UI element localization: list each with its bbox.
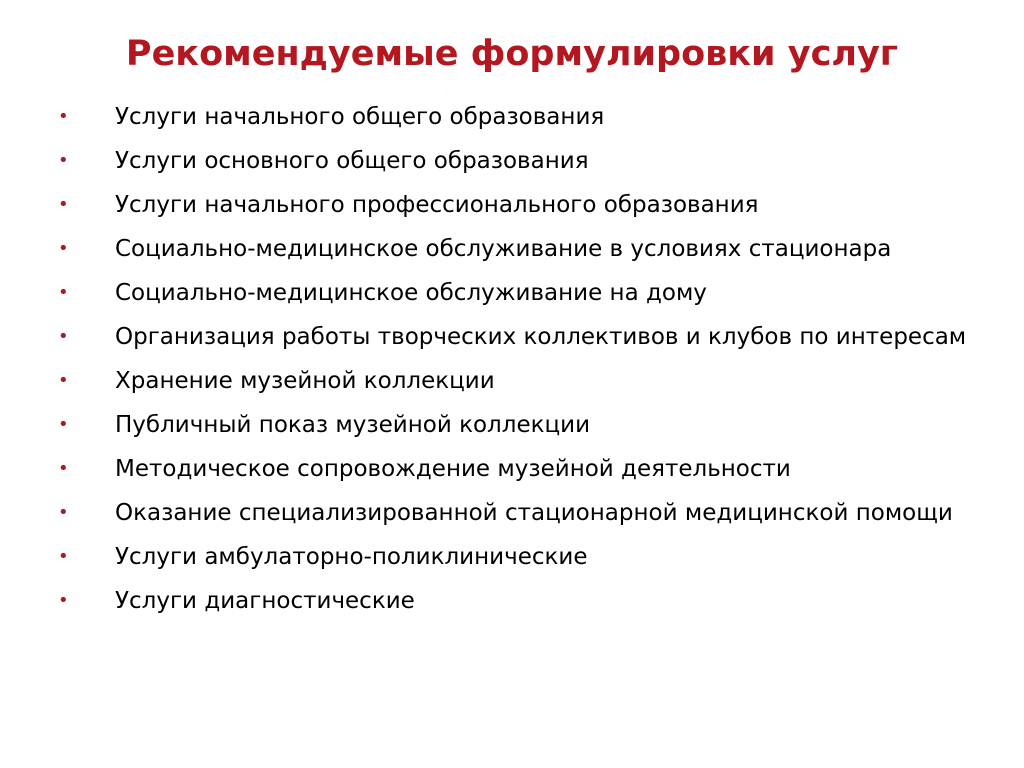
bullet-dot-icon: • [58,502,69,523]
bullet-text: Методическое сопровождение музейной деятельности [115,456,791,482]
bullet-text: Социально-медицинское обслуживание в условиях стационара [115,236,892,262]
bullet-item [58,364,1008,398]
bullet-item [58,188,1008,222]
bullet-item [58,408,1008,442]
bullet-text: Организация работы творческих коллективов и клубов по интересам [115,324,967,350]
bullet-dot-icon: • [58,194,69,215]
bullet-dot-icon: • [58,370,69,391]
slide-title: Рекомендуемые формулировки услуг [125,34,899,74]
bullet-item [58,144,1008,178]
bullet-text: Услуги амбулаторно-поликлинические [115,544,588,570]
bullet-dot-icon: • [58,414,69,435]
bullet-text: Социально-медицинское обслуживание на дому [115,280,707,306]
bullet-dot-icon: • [58,458,69,479]
bullet-item [58,232,1008,266]
bullet-item [58,452,1008,486]
bullet-item [58,276,1008,310]
bullet-dot-icon: • [58,238,69,259]
bullet-dot-icon: • [58,282,69,303]
bullet-item [58,496,1008,530]
bullet-text: Услуги диагностические [115,588,415,614]
bullet-dot-icon: • [58,106,69,127]
bullet-text: Услуги начального профессионального образования [115,192,759,218]
bullet-text: Публичный показ музейной коллекции [115,412,591,438]
bullet-item [58,320,1008,354]
bullet-dot-icon: • [58,546,69,567]
bullet-text: Услуги начального общего образования [115,104,605,130]
bullet-dot-icon: • [58,150,69,171]
bullet-item [58,584,1008,618]
bullet-list [58,100,1008,628]
bullet-text: Услуги основного общего образования [115,148,589,174]
bullet-item [58,100,1008,134]
bullet-item [58,540,1008,574]
bullet-text: Оказание специализированной стационарной медицинской помощи [115,500,953,526]
bullet-dot-icon: • [58,590,69,611]
bullet-text: Хранение музейной коллекции [115,368,495,394]
bullet-dot-icon: • [58,326,69,347]
